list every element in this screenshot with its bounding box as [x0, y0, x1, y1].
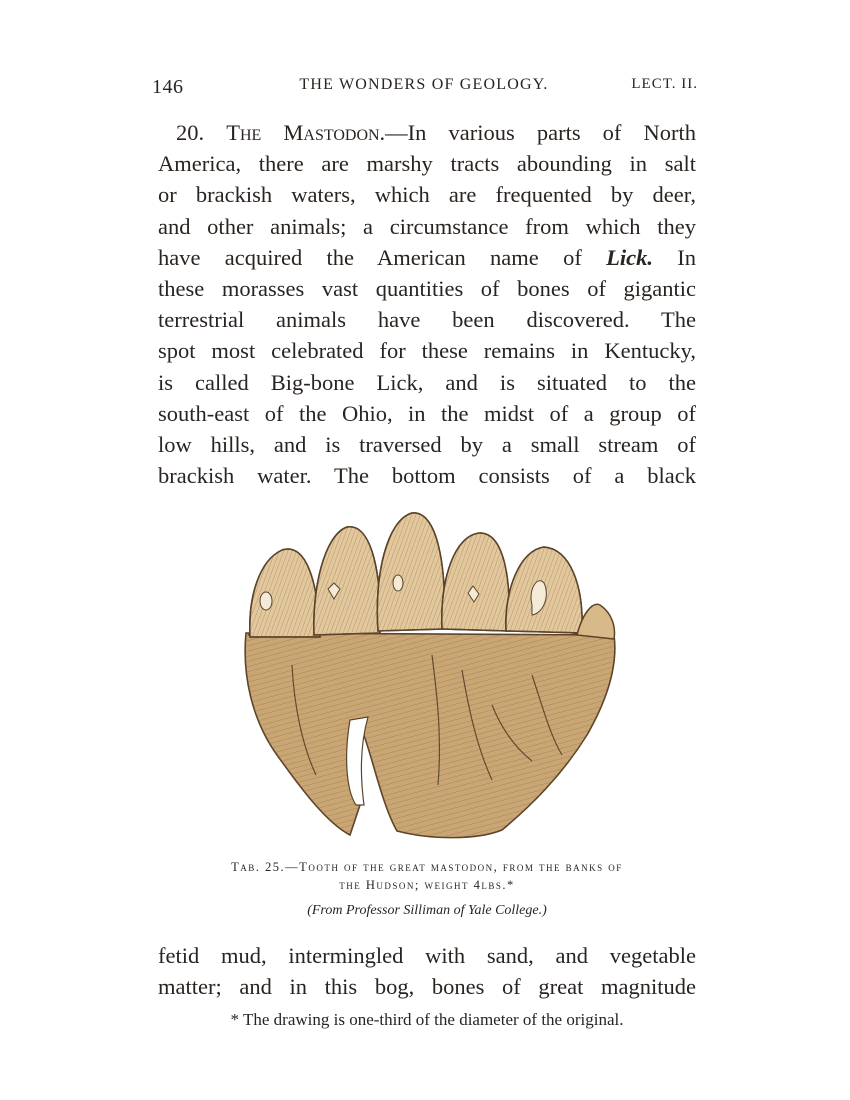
- footnote: * The drawing is one-third of the diameter of the original.: [230, 1010, 624, 1029]
- section-heading: The Mastodon.: [226, 120, 386, 145]
- text-line: is called Big-bone Lick, and is situated to the: [158, 369, 696, 395]
- text-line: matter; and in this bog, bones of great magnitude: [158, 974, 696, 1000]
- figure-caption: [158, 858, 696, 894]
- text-line: brackish water. The bottom consists of a black: [158, 463, 696, 489]
- section-paragraph: [158, 117, 696, 491]
- mastodon-tooth-illustration: [232, 505, 622, 845]
- lecture-label: LECT. II.: [631, 76, 698, 92]
- text-line: spot most celebrated for these remains in Kentucky,: [158, 338, 696, 364]
- text-line: south-east of the Ohio, in the midst of a group of: [158, 400, 696, 426]
- text-line: have acquired the American name of Lick. In: [158, 244, 697, 270]
- running-title: THE WONDERS OF GEOLOGY.: [299, 76, 549, 93]
- lick-term: Lick.: [606, 244, 653, 270]
- text-line: terrestrial animals have been discovered. The: [158, 307, 696, 333]
- text-line: these morasses vast quantities of bones of gigantic: [158, 275, 696, 301]
- text-line: and other animals; a circumstance from which they: [158, 213, 696, 239]
- running-head: [150, 72, 698, 102]
- text-line: low hills, and is traversed by a small stream of: [158, 431, 696, 457]
- page-number: 146: [152, 76, 184, 98]
- text-line: or brackish waters, which are frequented by deer,: [158, 182, 696, 208]
- text-line: fetid mud, intermingled with sand, and vegetable: [158, 943, 696, 968]
- text-line: 20. The Mastodon.—In various parts of North: [176, 120, 696, 145]
- text-line: America, there are marshy tracts abounding in salt: [158, 151, 696, 177]
- caption-line: Tab. 25.—Tooth of the great mastodon, from the banks of: [231, 860, 623, 874]
- caption-line: the Hudson; weight 4lbs.*: [339, 878, 515, 892]
- section-number: 20.: [176, 120, 205, 145]
- figure-credit: (From Professor Silliman of Yale College.): [307, 903, 547, 918]
- tooth-cusps: [250, 513, 615, 639]
- continuation-paragraph: [158, 940, 696, 1002]
